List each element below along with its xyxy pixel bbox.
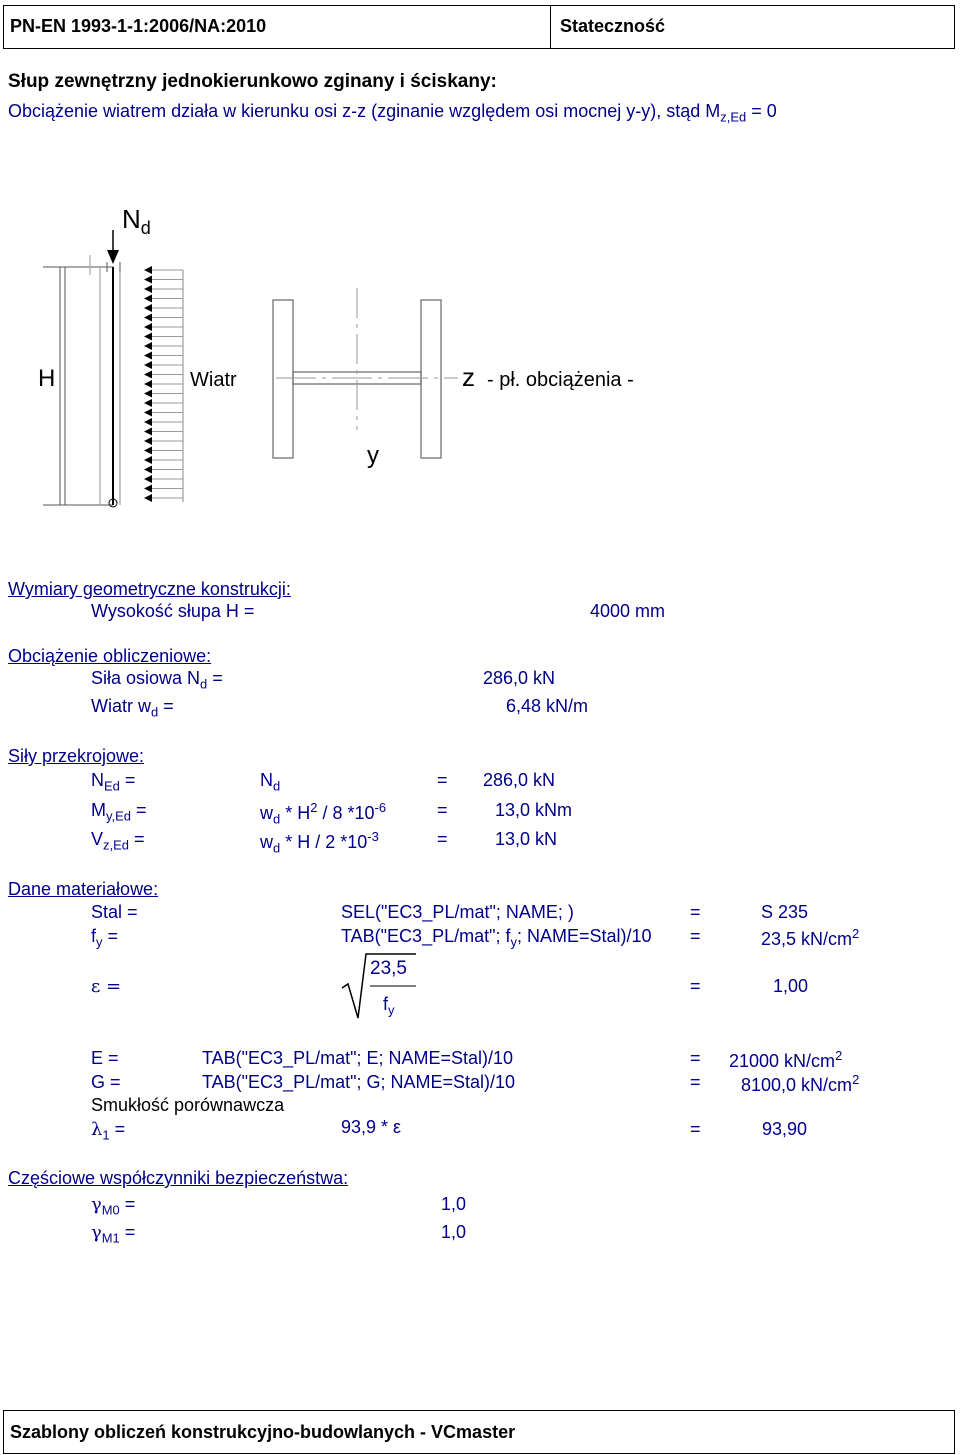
- axial-load-arrowhead: [107, 250, 119, 264]
- wind-load-label: [91, 696, 174, 720]
- subtitle-tail: = 0: [746, 101, 777, 121]
- Nd-main: N: [122, 204, 141, 234]
- Nd-sub: d: [140, 218, 151, 238]
- y-axis-label: y: [367, 442, 379, 469]
- gamma-M1-eq: =: [119, 1222, 136, 1242]
- lambda-equals: =: [690, 1119, 701, 1139]
- wind-load-arrowhead: [144, 276, 152, 284]
- wind-load-arrowhead: [144, 361, 152, 369]
- force-V-formula: [260, 829, 379, 856]
- M-sub: y,Ed: [106, 808, 131, 824]
- wind-load-arrowhead: [144, 428, 152, 436]
- epsilon-equals: =: [690, 976, 701, 996]
- wind-load-arrowhead: [144, 304, 152, 312]
- fy-value-sup: 2: [852, 926, 860, 941]
- force-V-label: [91, 829, 144, 853]
- fy-eq: =: [102, 926, 119, 946]
- V-f-rest: * H / 2 *10: [280, 832, 368, 853]
- V-f-sup: -3: [367, 829, 379, 844]
- force-M-label: [91, 800, 146, 824]
- height-label: Wysokość słupa H =: [91, 601, 255, 621]
- lambda-eq: =: [109, 1119, 126, 1139]
- page-header: [3, 5, 955, 49]
- fy-value-text: 23,5 kN/cm: [761, 929, 853, 950]
- gamma-M0-sub: M0: [101, 1202, 120, 1218]
- force-V-value: 13,0 kN: [495, 829, 558, 849]
- wind-load-arrowhead: [144, 371, 152, 379]
- force-N-value: 286,0 kN: [483, 770, 556, 790]
- M-f-rest: * H: [280, 803, 311, 824]
- document-title: Słup zewnętrzny jednokierunkowo zginany i ściskany:: [8, 71, 497, 92]
- H-label: H: [38, 365, 56, 392]
- wind-load-arrowhead: [144, 409, 152, 417]
- section-label: Stateczność: [560, 16, 666, 36]
- eps-den-sub: y: [388, 1002, 395, 1018]
- force-M-formula: [260, 800, 386, 827]
- N-sym: N: [91, 770, 104, 790]
- wind-load-arrowhead: [144, 475, 152, 483]
- materials-heading: Dane materiałowe:: [8, 879, 159, 899]
- wind-load-arrowhead: [144, 466, 152, 474]
- M-sym: M: [91, 800, 106, 820]
- load-plane-label: - pł. obciążenia -: [487, 369, 634, 391]
- fy-formula-b: ; NAME=Stal)/10: [516, 926, 652, 946]
- epsilon-denominator: [383, 994, 395, 1018]
- G-value: [741, 1072, 859, 1096]
- E-value: [729, 1048, 842, 1072]
- wind-label: Wiatr: [190, 369, 237, 391]
- lambda-formula: 93,9 * ε: [341, 1117, 402, 1137]
- E-value-sup: 2: [835, 1048, 843, 1063]
- wind-load-arrowhead: [144, 266, 152, 274]
- wind-load-arrowhead: [144, 380, 152, 388]
- steel-value: S 235: [761, 902, 809, 922]
- height-value: 4000 mm: [590, 601, 666, 621]
- wind-text: Wiatr w: [91, 696, 151, 716]
- wind-load-arrowhead: [144, 295, 152, 303]
- wind-load-arrowhead: [144, 323, 152, 331]
- fy-value: [761, 926, 859, 950]
- gamma-M0-sym: γ: [91, 1194, 102, 1215]
- lambda-sub: 1: [102, 1127, 110, 1143]
- force-V-equals: =: [437, 829, 448, 849]
- eps-den: f: [383, 994, 389, 1014]
- fy-formula: [341, 926, 652, 950]
- wind-load-arrowhead: [144, 342, 152, 350]
- gamma-M0-value: 1,0: [441, 1194, 467, 1214]
- steel-formula: SEL("EC3_PL/mat"; NAME; ): [341, 902, 574, 922]
- gamma-M1-sub: M1: [101, 1230, 120, 1246]
- fy-label: [91, 926, 118, 950]
- force-M-equals: =: [437, 800, 448, 820]
- lambda-sym: λ: [91, 1119, 103, 1140]
- fy-sub: y: [96, 934, 103, 950]
- wind-load-arrowhead: [144, 447, 152, 455]
- V-eq: =: [128, 829, 145, 849]
- G-label: G =: [91, 1072, 121, 1092]
- M-f-main: w: [260, 803, 273, 824]
- footer-text: Szablony obliczeń konstrukcyjno-budowlanych - VCmaster: [10, 1422, 516, 1442]
- gamma-M1-sym: γ: [91, 1222, 102, 1243]
- loads-heading: Obciążenie obliczeniowe:: [8, 646, 212, 666]
- geometry-heading: Wymiary geometryczne konstrukcji:: [8, 579, 291, 599]
- E-formula: TAB("EC3_PL/mat"; E; NAME=Stal)/10: [202, 1048, 514, 1068]
- wind-eq: =: [158, 696, 174, 716]
- force-N-formula: [260, 770, 280, 794]
- M-eq: =: [130, 800, 147, 820]
- force-N-label: [91, 770, 135, 794]
- lambda-value: 93,90: [762, 1119, 808, 1139]
- V-f-sub: d: [273, 840, 281, 856]
- i-section: [273, 300, 441, 458]
- fy-sym: f: [91, 926, 97, 946]
- subtitle-sub: z,Ed: [720, 109, 747, 125]
- force-N-equals: =: [437, 770, 448, 790]
- epsilon-label: ε =: [91, 976, 122, 997]
- N-f-main: N: [260, 770, 273, 790]
- M-f-sub: d: [273, 811, 281, 827]
- G-equals: =: [690, 1072, 701, 1092]
- wind-load-arrowhead: [144, 418, 152, 426]
- slenderness-label: Smukłość porównawcza: [91, 1095, 285, 1115]
- Nd-label: [122, 204, 151, 238]
- M-f-rest2: / 8 *10: [317, 803, 375, 824]
- wind-load-arrowhead: [144, 352, 152, 360]
- axial-load-value: 286,0 kN: [483, 668, 556, 688]
- gamma-M0-eq: =: [119, 1194, 136, 1214]
- E-label: E =: [91, 1048, 119, 1068]
- gamma-M0-label: [91, 1194, 135, 1218]
- M-f-sup2: -6: [374, 800, 387, 815]
- V-sub: z,Ed: [103, 837, 129, 853]
- lambda-label: [91, 1119, 125, 1143]
- wind-load-arrowhead: [144, 437, 152, 445]
- N-eq: =: [119, 770, 136, 790]
- column-diagram: [0, 190, 960, 520]
- page-footer: [3, 1410, 955, 1454]
- E-value-text: 21000 kN/cm: [729, 1051, 836, 1072]
- epsilon-value: 1,00: [773, 976, 809, 996]
- E-equals: =: [690, 1048, 701, 1068]
- G-value-text: 8100,0 kN/cm: [741, 1075, 853, 1096]
- axial-sub: d: [200, 676, 208, 692]
- wind-load-arrowhead: [144, 456, 152, 464]
- wind-sub: d: [151, 704, 159, 720]
- standard-label: PN-EN 1993-1-1:2006/NA:2010: [10, 16, 267, 36]
- axial-text: Siła osiowa N: [91, 668, 201, 688]
- fy-equals: =: [690, 926, 701, 946]
- subtitle-text: Obciążenie wiatrem działa w kierunku osi z-z (zginanie względem osi mocnej y-y), stąd M: [8, 101, 721, 121]
- safety-heading: Częściowe współczynniki bezpieczeństwa:: [8, 1168, 349, 1188]
- z-axis-label: z: [462, 362, 475, 392]
- wind-load-arrowhead: [144, 485, 152, 493]
- wind-load-arrowhead: [144, 390, 152, 398]
- gamma-M1-value: 1,0: [441, 1222, 467, 1242]
- wind-load-value: 6,48 kN/m: [506, 696, 589, 716]
- header-divider: [550, 6, 551, 48]
- N-sub: Ed: [104, 778, 120, 794]
- wind-load-arrowhead: [144, 285, 152, 293]
- wind-load-arrowhead: [144, 333, 152, 341]
- subtitle: [8, 101, 777, 125]
- fy-formula-sub: y: [510, 934, 517, 950]
- N-f-sub: d: [273, 778, 281, 794]
- wind-load-arrowhead: [144, 494, 152, 502]
- wind-load-pattern: [144, 266, 183, 502]
- fy-formula-a: TAB("EC3_PL/mat"; f: [341, 926, 511, 946]
- wind-load-arrowhead: [144, 314, 152, 322]
- V-f-main: w: [260, 832, 273, 853]
- axial-eq: =: [207, 668, 223, 688]
- G-formula: TAB("EC3_PL/mat"; G; NAME=Stal)/10: [202, 1072, 516, 1092]
- gamma-M1-label: [91, 1222, 135, 1246]
- steel-equals: =: [690, 902, 701, 922]
- axial-load-label: [91, 668, 223, 692]
- M-f-sup: 2: [310, 800, 318, 815]
- G-value-sup: 2: [852, 1072, 860, 1087]
- wind-load-arrowhead: [144, 399, 152, 407]
- epsilon-numerator: 23,5: [370, 958, 407, 979]
- force-M-value: 13,0 kNm: [495, 800, 573, 820]
- forces-heading: Siły przekrojowe:: [8, 746, 145, 766]
- V-sym: V: [91, 829, 104, 849]
- steel-label: Stal =: [91, 902, 138, 922]
